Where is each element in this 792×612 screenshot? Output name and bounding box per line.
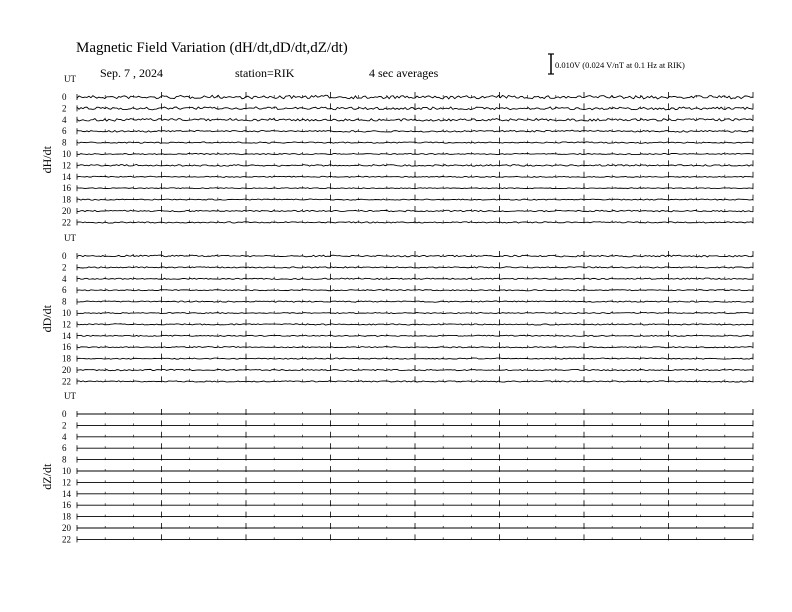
row-ut-label: 20 bbox=[62, 523, 71, 533]
row-ut-label: 4 bbox=[62, 431, 67, 442]
row-ut-label: 4 bbox=[62, 273, 67, 284]
row-ut-label: 0 bbox=[62, 92, 67, 102]
row-ut-label: 6 bbox=[62, 443, 67, 454]
row-ut-label: 0 bbox=[62, 409, 67, 419]
row-ut-label: 2 bbox=[62, 103, 67, 114]
row-ut-label: 14 bbox=[62, 330, 71, 341]
row-ut-label: 22 bbox=[62, 217, 71, 228]
row-ut-label: 2 bbox=[62, 420, 67, 431]
time-axis-label: UT bbox=[64, 74, 76, 84]
row-ut-label: 10 bbox=[62, 149, 71, 159]
panel-label: dH/dt bbox=[40, 146, 54, 174]
row-ut-label: 14 bbox=[62, 488, 71, 499]
row-ut-label: 22 bbox=[62, 534, 71, 545]
row-ut-label: 20 bbox=[62, 365, 71, 375]
row-ut-label: 18 bbox=[62, 511, 71, 522]
row-ut-label: 16 bbox=[62, 500, 71, 511]
row-ut-label: 10 bbox=[62, 308, 71, 318]
row-ut-label: 8 bbox=[62, 296, 67, 307]
row-ut-label: 6 bbox=[62, 126, 67, 137]
trace-line bbox=[77, 312, 753, 313]
row-ut-label: 20 bbox=[62, 206, 71, 216]
time-axis-label: UT bbox=[64, 233, 76, 243]
time-axis-label: UT bbox=[64, 391, 76, 401]
row-ut-label: 8 bbox=[62, 454, 67, 465]
panel-label: dD/dt bbox=[40, 305, 54, 333]
row-ut-label: 16 bbox=[62, 183, 71, 194]
row-ut-label: 8 bbox=[62, 137, 67, 148]
row-ut-label: 18 bbox=[62, 353, 71, 364]
row-ut-label: 16 bbox=[62, 342, 71, 353]
row-ut-label: 22 bbox=[62, 376, 71, 387]
row-ut-label: 4 bbox=[62, 114, 67, 125]
station-label: station=RIK bbox=[235, 66, 295, 80]
panel-label: dZ/dt bbox=[40, 463, 54, 490]
row-ut-label: 14 bbox=[62, 171, 71, 182]
scale-label: 0.010V (0.024 V/nT at 0.1 Hz at RIK) bbox=[555, 60, 685, 70]
row-ut-label: 10 bbox=[62, 466, 71, 476]
row-ut-label: 18 bbox=[62, 194, 71, 205]
row-ut-label: 2 bbox=[62, 262, 67, 273]
row-ut-label: 0 bbox=[62, 251, 67, 261]
row-ut-label: 12 bbox=[62, 477, 71, 488]
row-ut-label: 6 bbox=[62, 285, 67, 296]
row-ut-label: 12 bbox=[62, 319, 71, 330]
row-ut-label: 12 bbox=[62, 160, 71, 171]
averaging-label: 4 sec averages bbox=[369, 66, 439, 80]
date-label: Sep. 7 , 2024 bbox=[100, 66, 163, 80]
chart-title: Magnetic Field Variation (dH/dt,dD/dt,dZ/dt) bbox=[76, 40, 348, 56]
